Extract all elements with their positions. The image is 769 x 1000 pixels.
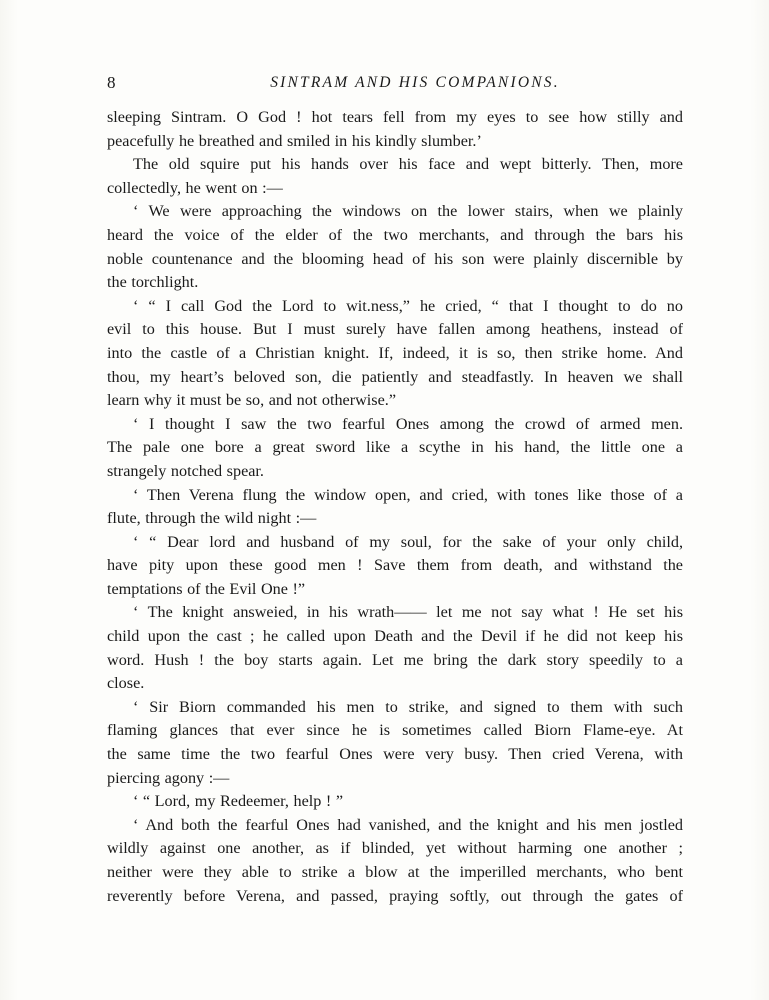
text-line: ‘ We were approaching the windows on the lower stairs, when we plainly: [133, 202, 683, 221]
text-line: piercing agony :—: [107, 768, 230, 787]
text-line: child upon the cast ; he called upon Death and the Devil if he did not keep his: [107, 627, 683, 646]
text-line: wildly against one another, as if blinded, yet without harming one another ;: [107, 839, 683, 858]
text-line: have pity upon these good men ! Save them from death, and withstand the: [107, 556, 683, 575]
body-text: [107, 106, 683, 908]
text-line: the torchlight.: [107, 273, 199, 292]
text-line: the same time the two fearful Ones were very busy. Then cried Verena, with: [107, 745, 683, 764]
text-line: The pale one bore a great sword like a scythe in his hand, the little one a: [107, 438, 683, 457]
text-line: into the castle of a Christian knight. If, indeed, it is so, then strike home. And: [107, 343, 683, 362]
text-line: The old squire put his hands over his face and wept bitterly. Then, more: [133, 155, 683, 174]
text-line: strangely notched spear.: [107, 461, 264, 480]
text-line: ‘ I thought I saw the two fearful Ones among the crowd of armed men.: [133, 414, 683, 433]
text-line: heard the voice of the elder of the two merchants, and through the bars his: [107, 225, 683, 244]
text-line: ‘ “ I call God the Lord to wit.ness,” he cried, “ that I thought to do no: [133, 296, 683, 315]
running-title: SINTRAM AND HIS COMPANIONS.: [270, 74, 560, 91]
page-number: 8: [107, 73, 116, 92]
text-line: flute, through the wild night :—: [107, 509, 317, 528]
text-line: ‘ And both the fearful Ones had vanished, and the knight and his men jostled: [133, 815, 683, 834]
text-line: ‘ The knight answeied, in his wrath—— let me not say what ! He set his: [133, 603, 683, 622]
text-line: flaming glances that ever since he is sometimes called Biorn Flame-eye. At: [107, 721, 683, 740]
text-line: collectedly, he went on :—: [107, 178, 283, 197]
text-line: evil to this house. But I must surely have fallen among heathens, instead of: [107, 320, 683, 339]
text-line: sleeping Sintram. O God ! hot tears fell from my eyes to see how stilly and: [107, 108, 683, 126]
page-header: [0, 70, 769, 96]
text-line: peacefully he breathed and smiled in his kindly slumber.’: [107, 131, 482, 150]
text-line: ‘ “ Dear lord and husband of my soul, for the sake of your only child,: [133, 532, 683, 551]
text-line: ‘ “ Lord, my Redeemer, help ! ”: [133, 792, 344, 811]
text-line: temptations of the Evil One !”: [107, 579, 306, 598]
text-line: close.: [107, 674, 145, 693]
text-line: ‘ Then Verena flung the window open, and cried, with tones like those of a: [133, 485, 683, 504]
text-line: reverently before Verena, and passed, praying softly, out through the gates of: [107, 886, 683, 905]
text-line: neither were they able to strike a blow at the imperilled merchants, who bent: [107, 863, 683, 881]
text-line: learn why it must be so, and not otherwise.”: [107, 391, 397, 410]
text-line: thou, my heart’s beloved son, die patiently and steadfastly. In heaven we shall: [107, 367, 683, 386]
text-line: word. Hush ! the boy starts again. Let me bring the dark story speedily to a: [107, 650, 683, 669]
text-line: noble countenance and the blooming head of his son were plainly discernible by: [107, 249, 683, 268]
text-line: ‘ Sir Biorn commanded his men to strike, and signed to them with such: [133, 697, 683, 716]
